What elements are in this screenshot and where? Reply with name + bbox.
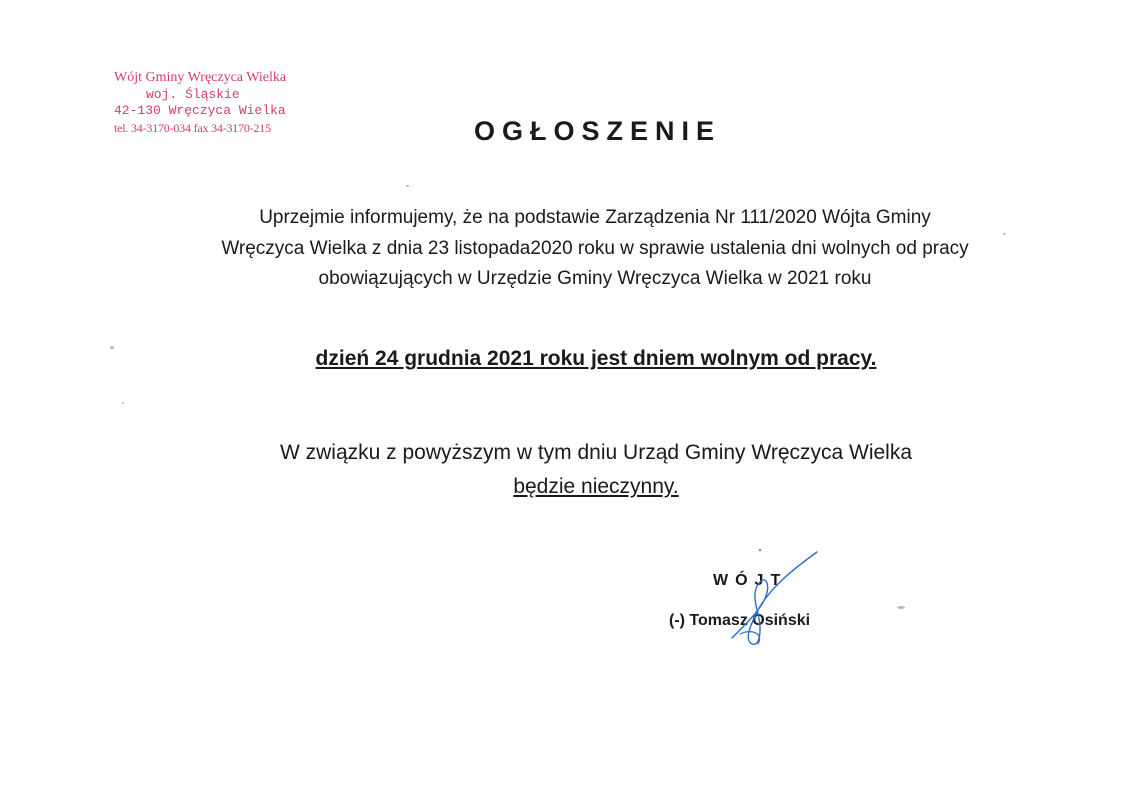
document-title: OGŁOSZENIE — [473, 116, 722, 146]
intro-paragraph — [140, 203, 1050, 295]
stamp-line-phone: tel. 34-3170-034 fax 34-3170-215 — [114, 120, 271, 135]
signatory-name: (-) Tomasz Osiński — [669, 612, 811, 629]
scan-speck — [897, 606, 905, 609]
stamp-line-address: 42-130 Wręczyca Wielka — [114, 103, 286, 118]
handwritten-signature — [722, 548, 822, 648]
signature-dot — [759, 549, 762, 552]
scan-speck — [406, 185, 409, 187]
intro-line-3: obowiązujących w Urzędzie Gminy Wręczyca Wielka w 2021 roku — [318, 268, 872, 289]
closure-line-2: będzie nieczynny. — [513, 475, 679, 498]
closure-line-1: W związku z powyższym w tym dniu Urząd Gminy Wręczyca Wielka — [279, 441, 913, 464]
scan-speck — [1003, 233, 1006, 235]
signature-stroke — [732, 552, 817, 644]
intro-line-2: Wręczyca Wielka z dnia 23 listopada2020 roku w sprawie ustalenia dni wolnych od pracy — [221, 237, 969, 259]
closure-paragraph — [0, 436, 1140, 504]
intro-line-1: Uprzejmie informujemy, że na podstawie Zarządzenia Nr 111/2020 Wójta Gminy — [259, 207, 931, 228]
day-off-text: dzień 24 grudnia 2021 roku jest dniem wolnym od pracy. — [315, 347, 877, 370]
stamp-line-voivodeship: woj. Śląskie — [146, 86, 240, 102]
stamp-line-office: Wójt Gminy Wręczyca Wielka — [114, 70, 287, 85]
day-off-statement — [0, 347, 1140, 371]
scan-speck — [110, 346, 114, 349]
signatory-title: WÓJT — [713, 572, 788, 589]
scan-speck — [122, 402, 124, 404]
